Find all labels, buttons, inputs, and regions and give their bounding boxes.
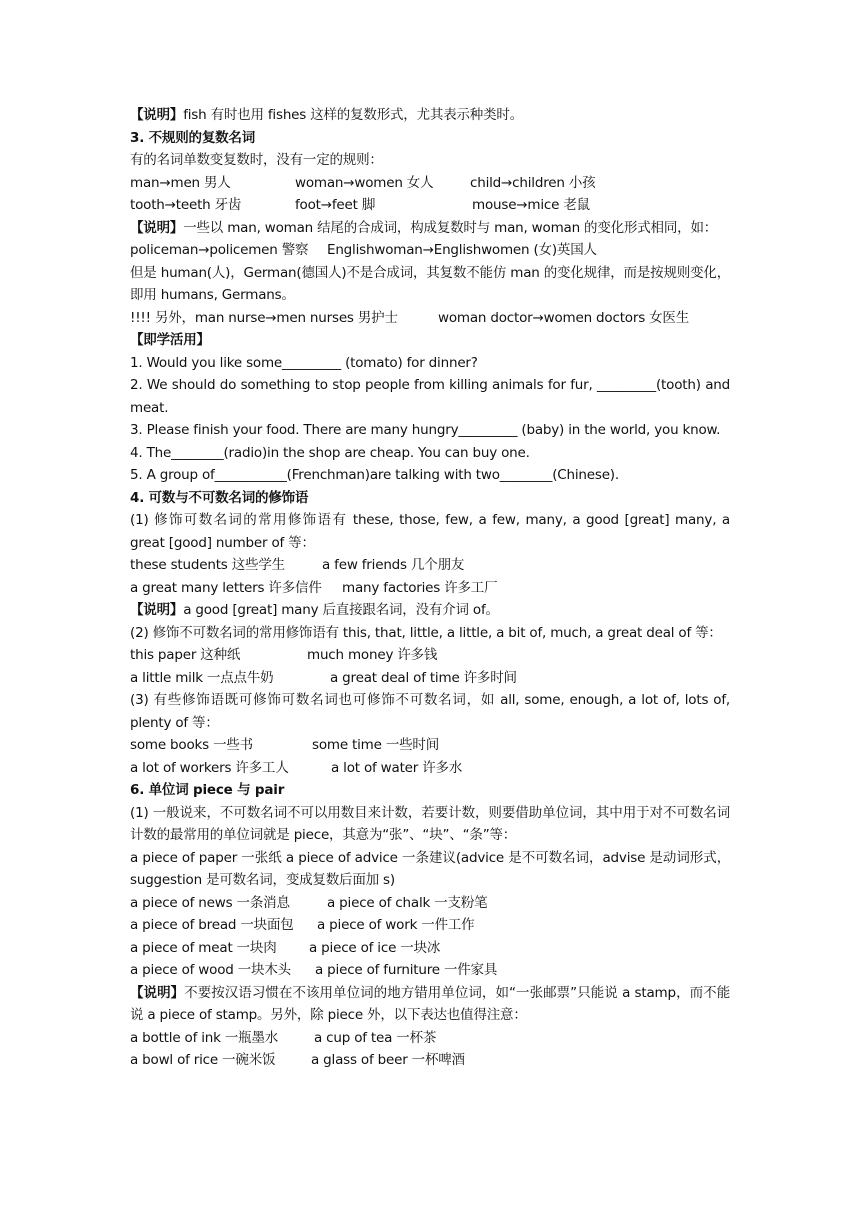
bold-label: 【说明】: [130, 107, 184, 123]
text-line: [130, 464, 730, 487]
example-item: a great many letters 许多信件: [130, 579, 322, 596]
example-item: a few friends 几个朋友: [322, 557, 465, 573]
example-item: policeman→policemen 警察: [130, 242, 309, 258]
text-line: [130, 352, 730, 375]
example-row: [130, 914, 730, 937]
example-row: [130, 554, 730, 577]
text-line: [130, 982, 730, 1027]
bold-label: 6. 单位词 piece 与 pair: [130, 782, 285, 798]
bold-label: 【说明】: [130, 602, 184, 618]
bold-label: 3. 不规则的复数名词: [130, 129, 256, 146]
bold-label: 【即学活用】: [130, 332, 210, 348]
example-row: [130, 172, 730, 195]
example-row: [130, 892, 730, 915]
text-run: (3) 有些修饰语既可修饰可数名词也可修饰不可数名词，如 all, some, enough, a lot of, lots of, plenty of 等：: [130, 692, 730, 731]
example-item: a bottle of ink 一瓶墨水: [130, 1029, 279, 1046]
bold-label: 4. 可数与不可数名词的修饰语: [130, 489, 309, 506]
text-line: [130, 329, 730, 352]
example-row: [130, 937, 730, 960]
example-row: [130, 577, 730, 600]
example-item: some books 一些书: [130, 737, 253, 753]
example-row: [130, 667, 730, 690]
text-line: [130, 127, 730, 150]
example-row: [130, 1049, 730, 1072]
example-row: [130, 644, 730, 667]
example-item: a bowl of rice 一碗米饭: [130, 1052, 276, 1068]
document-body: [130, 104, 730, 1072]
example-item: woman doctor→women doctors 女医生: [438, 309, 690, 326]
text-run: 2. We should do something to stop people from killing animals for fur, _________(tooth) and meat.: [130, 377, 730, 416]
text-line: [130, 487, 730, 510]
text-line: [130, 149, 730, 172]
example-item: a piece of work 一件工作: [317, 917, 475, 933]
text-run: 1. Would you like some_________ (tomato) for dinner?: [130, 354, 478, 371]
example-item: a piece of meat 一块肉: [130, 939, 277, 956]
text-run: 有的名词单数变复数时，没有一定的规则：: [130, 152, 383, 168]
text-run: fish 有时也用 fishes 这样的复数形式，尤其表示种类时。: [183, 107, 524, 123]
example-item: foot→feet 脚: [295, 197, 376, 213]
example-item: tooth→teeth 牙齿: [130, 197, 242, 213]
text-line: [130, 622, 730, 645]
example-item: a lot of water 许多水: [331, 759, 463, 776]
text-line: [130, 217, 730, 240]
bold-label: 【说明】: [130, 984, 185, 1001]
example-item: these students 这些学生: [130, 557, 285, 573]
example-item: a lot of workers 许多工人: [130, 759, 289, 776]
text-line: [130, 262, 730, 307]
example-row: [130, 959, 730, 982]
text-line: [130, 509, 730, 554]
text-run: (1) 一般说来，不可数名词不可以用数目来计数，若要计数，则要借助单位词，其中用于对不可数名词计数的最常用的单位词就是 piece，其意为“张”、“块”、“条”等：: [130, 804, 730, 843]
example-row: [130, 239, 730, 262]
text-line: [130, 847, 730, 892]
text-run: 4. The________(radio)in the shop are cheap. You can buy one.: [130, 444, 530, 461]
example-item: a piece of news 一条消息: [130, 894, 290, 911]
text-line: [130, 374, 730, 419]
bold-label: 【说明】: [130, 219, 184, 236]
example-item: this paper 这种纸: [130, 647, 241, 663]
text-run: a piece of paper 一张纸 a piece of advice 一条建议(advice 是不可数名词，advise 是动词形式，suggestion 是可数名词，变成复数后面加 s): [130, 849, 730, 888]
example-item: !!!! 另外，man nurse→men nurses 男护士: [130, 309, 398, 326]
example-item: man→men 男人: [130, 174, 231, 191]
text-run: (1) 修饰可数名词的常用修饰语有 these, those, few, a few, many, a good [great] many, a great [good] number of 等：: [130, 512, 730, 551]
example-item: a piece of bread 一块面包: [130, 917, 294, 933]
example-item: Englishwoman→Englishwomen (女)英国人: [327, 242, 597, 258]
example-item: many factories 许多工厂: [342, 579, 498, 596]
text-line: [130, 104, 730, 127]
example-item: a little milk 一点点牛奶: [130, 669, 274, 686]
example-row: [130, 307, 730, 330]
example-item: a glass of beer 一杯啤酒: [311, 1052, 465, 1068]
example-item: a great deal of time 许多时间: [330, 669, 517, 686]
text-run: 不要按汉语习惯在不该用单位词的地方错用单位词，如“一张邮票”只能说 a stamp，而不能说 a piece of stamp。另外，除 piece 外，以下表达也值得注意：: [130, 984, 731, 1023]
text-run: (2) 修饰不可数名词的常用修饰语有 this, that, little, a little, a bit of, much, a great deal of 等：: [130, 624, 722, 641]
example-item: child→children 小孩: [470, 174, 596, 191]
example-row: [130, 734, 730, 757]
example-item: some time 一些时间: [312, 737, 440, 753]
example-item: a piece of wood 一块木头: [130, 962, 291, 978]
text-line: [130, 419, 730, 442]
example-item: much money 许多钱: [307, 647, 438, 663]
example-row: [130, 757, 730, 780]
example-item: a piece of ice 一块冰: [309, 939, 441, 956]
text-line: [130, 442, 730, 465]
text-run: a good [great] many 后直接跟名词，没有介词 of。: [183, 602, 499, 618]
example-item: a cup of tea 一杯茶: [314, 1029, 437, 1046]
text-line: [130, 779, 730, 802]
text-line: [130, 802, 730, 847]
example-item: a piece of furniture 一件家具: [315, 962, 498, 978]
example-item: mouse→mice 老鼠: [472, 197, 590, 213]
example-item: woman→women 女人: [295, 174, 434, 191]
text-run: 5. A group of___________(Frenchman)are talking with two________(Chinese).: [130, 467, 619, 483]
text-line: [130, 599, 730, 622]
example-row: [130, 194, 730, 217]
text-run: 但是 human(人)，German(德国人)不是合成词，其复数不能仿 man 的变化规律，而是按规则变化，即用 humans, Germans。: [130, 264, 730, 303]
text-run: 3. Please finish your food. There are many hungry_________ (baby) in the world, you know.: [130, 422, 721, 438]
example-item: a piece of chalk 一支粉笔: [327, 894, 488, 911]
text-run: 一些以 man, woman 结尾的合成词，构成复数时与 man, woman 的变化形式相同，如：: [183, 219, 718, 236]
text-line: [130, 689, 730, 734]
example-row: [130, 1027, 730, 1050]
